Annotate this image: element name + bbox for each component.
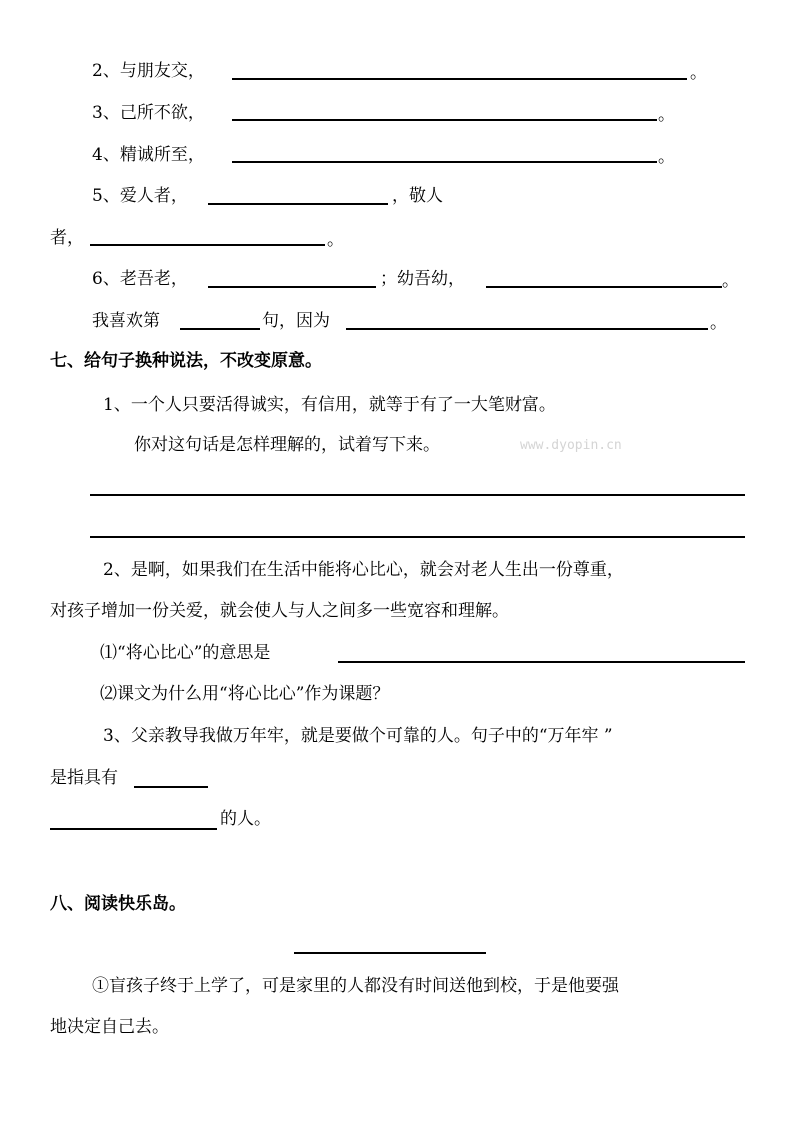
s7-q2-line2: 对孩子增加一份关爱，就会使人与人之间多一些宽容和理解。 (50, 601, 509, 621)
section8-title: 八、阅读快乐岛。 (50, 894, 186, 914)
q5-answer-blank-2[interactable] (90, 244, 325, 246)
q5-answer-blank-1[interactable] (208, 203, 388, 205)
q6-answer-blank-2[interactable] (486, 286, 722, 288)
passage-title-blank[interactable] (294, 952, 486, 954)
like-end: 。 (710, 313, 727, 333)
q6-label: 6、老吾老， (92, 269, 188, 289)
q4-end: 。 (658, 147, 675, 167)
s7-q1-answer-line-1[interactable] (90, 494, 745, 496)
s7-q3-line1: 3、父亲教导我做万年牢，就是要做个可靠的人。句子中的“万年牢 ” (103, 726, 613, 746)
s7-q3-blank-2[interactable] (50, 828, 217, 830)
like-mid: 句，因为 (262, 311, 330, 331)
watermark: www.dyopin.cn (520, 438, 622, 453)
q3-label: 3、己所不欲， (92, 103, 205, 123)
q3-answer-blank[interactable] (232, 119, 657, 121)
s7-q1-text: 1、一个人只要活得诚实，有信用，就等于有了一大笔财富。 (103, 395, 556, 415)
like-prefix: 我喜欢第 (92, 311, 160, 331)
q5-mid: ，敬人 (392, 186, 443, 206)
s7-q3-blank-1[interactable] (134, 786, 208, 788)
s7-q3-end: 的人。 (220, 809, 271, 829)
q5-label2: 者， (50, 228, 84, 248)
passage-line1: ①盲孩子终于上学了，可是家里的人都没有时间送他到校，于是他要强 (92, 976, 619, 996)
q2-label: 2、与朋友交， (92, 61, 205, 81)
q4-label: 4、精诚所至， (92, 145, 205, 165)
q3-end: 。 (658, 105, 675, 125)
s7-q3-line2: 是指具有 (50, 768, 118, 788)
q6-answer-blank-1[interactable] (208, 286, 376, 288)
q5-label: 5、爱人者， (92, 186, 188, 206)
passage-line2: 地决定自己去。 (50, 1017, 169, 1037)
q4-answer-blank[interactable] (232, 161, 657, 163)
q2-answer-blank[interactable] (232, 78, 687, 80)
s7-q2-sub2: ⑵课文为什么用“将心比心”作为课题？ (100, 684, 390, 704)
s7-q2-sub1-blank[interactable] (338, 661, 745, 663)
s7-q1-prompt: 你对这句话是怎样理解的，试着写下来。 (134, 435, 440, 455)
like-reason-blank[interactable] (346, 328, 708, 330)
q6-end: 。 (722, 271, 739, 291)
section7-title: 七、给句子换种说法，不改变原意。 (50, 351, 322, 371)
s7-q2-line1: 2、是啊，如果我们在生活中能将心比心，就会对老人生出一份尊重， (103, 560, 624, 580)
q5-end: 。 (327, 230, 344, 250)
q2-end: 。 (690, 63, 707, 83)
s7-q1-answer-line-2[interactable] (90, 536, 745, 538)
q6-mid: ；幼吾幼， (380, 269, 465, 289)
like-number-blank[interactable] (180, 328, 260, 330)
s7-q2-sub1: ⑴“将心比心”的意思是 (100, 643, 271, 663)
